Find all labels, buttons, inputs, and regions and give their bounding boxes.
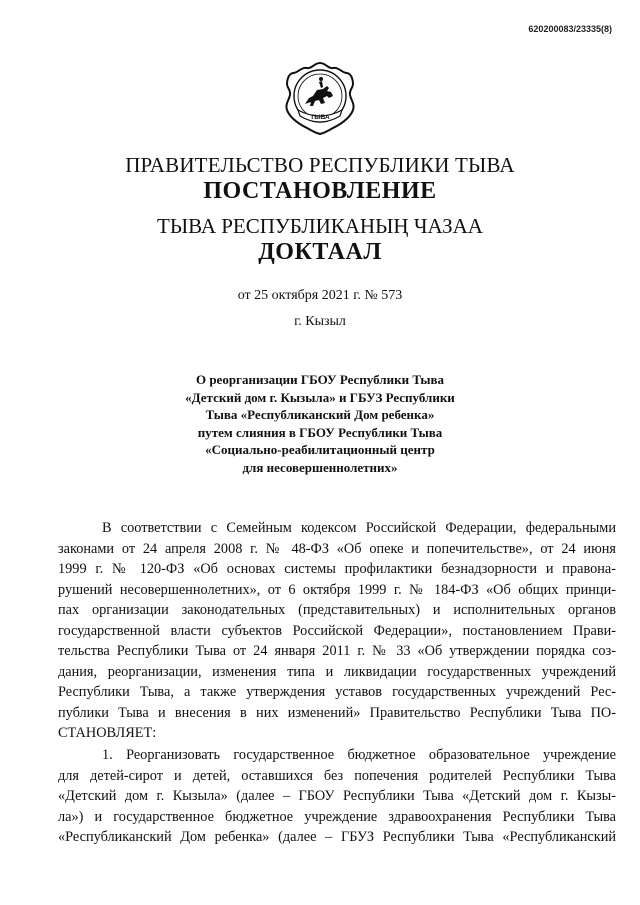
emblem-label: ТЫВА [310,114,330,121]
text-line: ла») и государственное бюджетное учреждение здравоохранения Республики Тыва [58,808,616,825]
text-line: «Республиканский Дом ребенка» (далее – ГБУЗ Республики Тыва «Республиканский [58,829,616,845]
text-line: дания, реорганизации, изменения типа и ликвидации государственных учреждений [58,663,616,680]
decree-title-ru: ПОСТАНОВЛЕНИЕ [203,178,437,204]
text-line: 1999 г. № 120-ФЗ «Об основах системы профилактики безнадзорности и правона- [58,561,616,577]
title-line: путем слияния в ГБОУ Республики Тыва [197,424,443,440]
tuva-coat-of-arms-icon [283,60,357,136]
government-title-ru: ПРАВИТЕЛЬСТВО РЕСПУБЛИКИ ТЫВА [125,153,515,177]
text-line: тельства Республики Тыва от 24 января 2011 г. № 33 «Об утверждении порядка соз- [58,643,616,659]
text-line: пах организации законодательных (представительных) и исполнительных органов [58,602,616,618]
text-line: публики Тыва и внесения в них изменений» Правительство Республики Тыва ПО- [58,704,616,721]
decree-subject-title [150,371,490,476]
text-line: рушений несовершеннолетних», от 6 октября 1999 г. № 184-ФЗ «Об общих принци- [58,581,616,598]
title-line: О реорганизации ГБОУ Республики Тыва [195,372,445,387]
text-line: Республики Тыва, а также утверждения уставов государственных учреждений Рес- [58,684,616,700]
title-line: «Детский дом г. Кызыла» и ГБУЗ Республики [185,389,455,405]
clause-1-paragraph [58,745,616,848]
decree-city: г. Кызыл [294,314,346,329]
document-number: 620200083/23335(8) [528,24,612,34]
text-line: законами от 24 апреля 2008 г. № 48-ФЗ «Об опеке и попечительстве», от 24 июня [58,540,616,557]
decree-title-tyv: ДОКТААЛ [258,239,382,265]
text-line: В соответствии с Семейным кодексом Российской Федерации, федеральными [102,520,616,536]
title-line: для несовершеннолетних» [242,459,398,475]
text-line: СТАНОВЛЯЕТ: [58,725,157,741]
text-line: государственной власти субъектов Российской Федерации», постановлением Прави- [58,622,616,639]
title-line: Тыва «Республиканский Дом ребенка» [205,407,435,422]
preamble-paragraph [58,518,616,744]
text-line: «Детский дом г. Кызыла» (далее – ГБОУ Республики Тыва «Детский дом г. Кызы- [58,788,616,804]
text-line: для детей-сирот и детей, оставшихся без попечения родителей Республики Тыва [58,767,616,784]
decree-date-number: от 25 октября 2021 г. № 573 [237,288,403,303]
text-line: 1. Реорганизовать государственное бюджетное образовательное учреждение [102,747,616,763]
title-line: «Социально-реабилитационный центр [205,442,435,457]
government-title-tyv: ТЫВА РЕСПУБЛИКАНЫҢ ЧАЗАА [157,214,483,238]
